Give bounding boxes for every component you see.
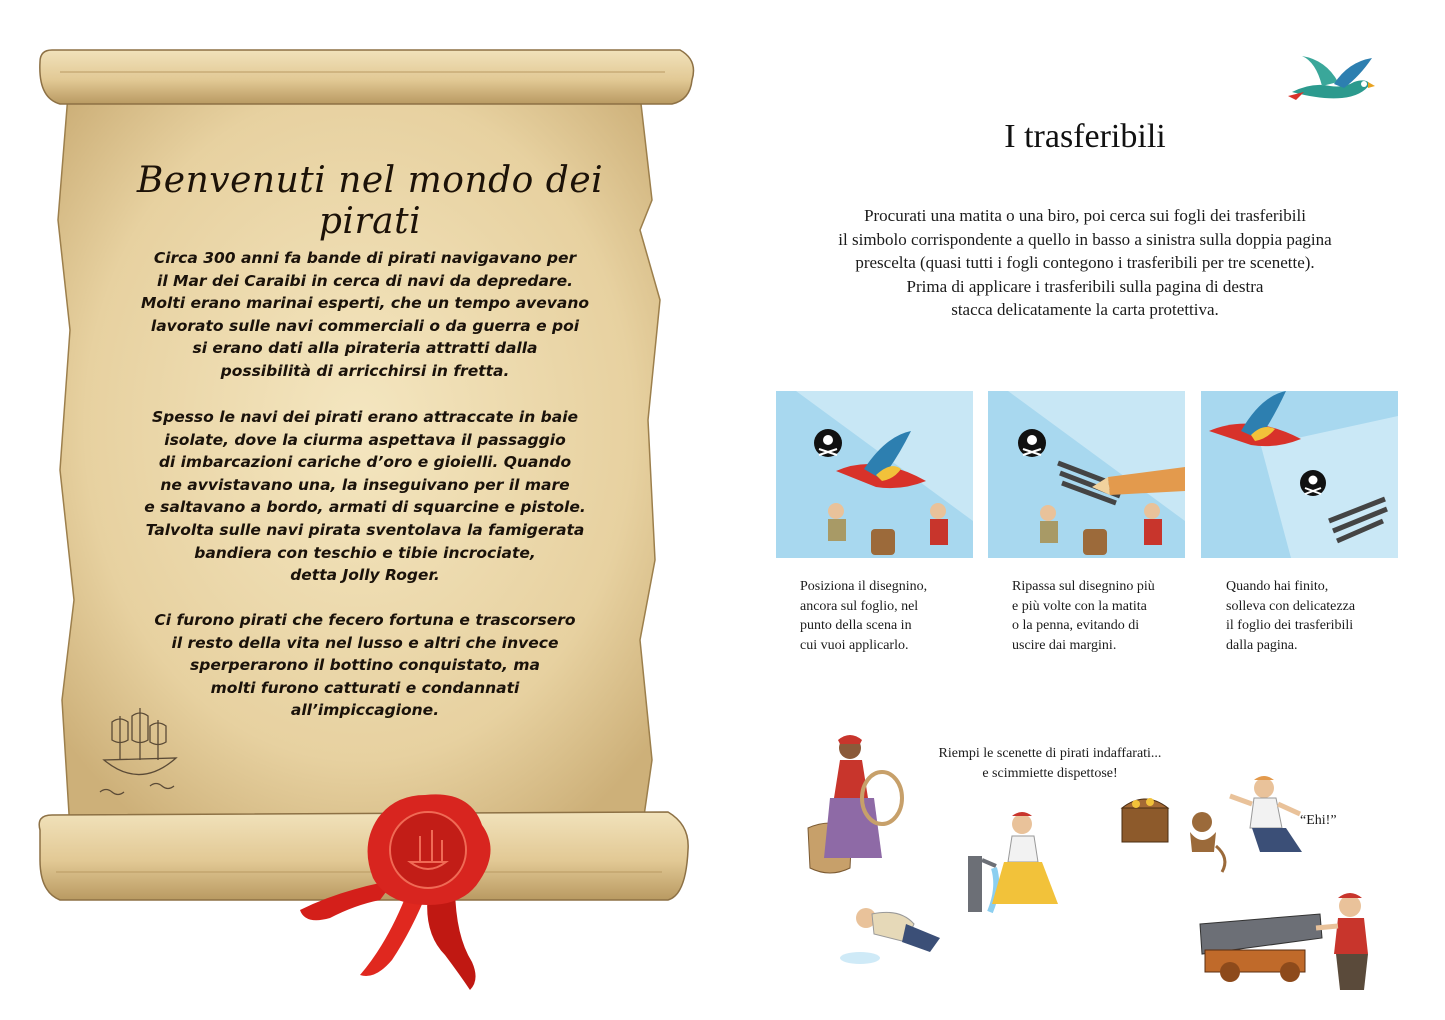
step-caption-2 <box>1012 577 1182 655</box>
text-line: Molti erano marinai esperti, che un tempo avevano <box>140 294 590 313</box>
text-line: Talvolta sulle navi pirata sventolava la famigerata <box>145 520 585 539</box>
text-line: e più volte con la matita <box>1012 598 1147 614</box>
scroll-paragraph-2 <box>110 406 620 587</box>
text-line: dalla pagina. <box>1226 637 1298 653</box>
intro-text <box>760 204 1410 322</box>
text-line: Circa 300 anni fa bande di pirati navigavano per <box>153 249 577 267</box>
skull-crossbones-icon <box>1300 470 1326 496</box>
text-line: sperperarono il bottino conquistato, ma <box>190 656 540 675</box>
pirate-scrubbing <box>840 908 940 964</box>
text-line: ancora sul foglio, nel <box>800 598 919 614</box>
text-line: detta Jolly Roger. <box>290 566 440 585</box>
text-line: ne avvistavano una, la inseguivano per il mare <box>160 475 570 494</box>
text-line: Riempi le scenette di pirati indaffarati... <box>938 746 1162 761</box>
step-caption-1 <box>800 577 970 655</box>
text-line: bandiera con teschio e tibie incrociate, <box>194 543 536 562</box>
step-panel-1 <box>776 391 973 558</box>
pirate-scene-illustration <box>790 728 1410 1000</box>
text-line: e scimmiette dispettose! <box>982 766 1118 781</box>
text-line: punto della scena in <box>800 618 912 633</box>
text-line: isolate, dove la ciurma aspettava il passaggio <box>164 430 566 449</box>
skull-crossbones-icon <box>1018 429 1046 457</box>
text-line: molti furono catturati e condannati <box>210 678 520 697</box>
pirate-with-rope <box>808 735 902 873</box>
scroll-paragraph-3 <box>110 609 620 722</box>
text-line: cui vuoi applicarlo. <box>800 637 909 653</box>
cannon <box>1200 914 1322 982</box>
text-line: Procurati una matita o una biro, poi cerca sui fogli dei trasferibili <box>864 206 1306 225</box>
scroll-title: Benvenuti nel mondo dei pirati <box>136 160 604 242</box>
text-line: si erano dati alla pirateria attratti dalla <box>192 339 538 358</box>
step-caption-3 <box>1226 577 1396 655</box>
text-line: all’impiccagione. <box>290 701 440 720</box>
step-panel-3 <box>1201 391 1398 558</box>
pirate-running <box>1230 776 1302 852</box>
text-line: Ci furono pirati che fecero fortuna e trascorsero <box>154 611 576 629</box>
text-line: Spesso le navi dei pirati erano attraccate in baie <box>151 408 579 426</box>
text-line: il Mar dei Caraibi in cerca di navi da depredare. <box>157 271 573 290</box>
text-line: Ripassa sul disegnino più <box>1012 579 1155 594</box>
wax-seal-icon <box>368 794 491 905</box>
treasure-chest <box>1122 798 1168 842</box>
text-line: solleva con delicatezza <box>1226 598 1356 614</box>
parrot-icon <box>1282 52 1377 107</box>
pirate-at-pump <box>968 812 1058 912</box>
text-line: Quando hai finito, <box>1226 579 1329 594</box>
step-panel-2 <box>988 391 1185 558</box>
text-line: il foglio dei trasferibili <box>1226 618 1354 633</box>
text-line: il simbolo corrispondente a quello in basso a sinistra sulla doppia pagina <box>838 229 1332 249</box>
monkey <box>1190 812 1225 872</box>
pirate-at-cannon <box>1316 893 1368 990</box>
text-line: Prima di applicare i trasferibili sulla pagina di destra <box>906 276 1264 296</box>
text-line: uscire dai margini. <box>1012 637 1117 653</box>
speech-text: “Ehi!” <box>1300 813 1337 828</box>
page-title: I trasferibili <box>1004 118 1166 155</box>
bottom-roll <box>39 812 688 900</box>
text-line: o la penna, evitando di <box>1012 618 1140 633</box>
skull-crossbones-icon <box>814 429 842 457</box>
text-line: prescelta (quasi tutti i fogli contegono i trasferibili per tre scenette). <box>855 253 1315 273</box>
text-line: e saltavano a bordo, armati di squarcine e pistole. <box>144 498 586 517</box>
text-line: Posiziona il disegnino, <box>800 579 928 594</box>
text-line: di imbarcazioni cariche d’oro e gioielli. Quando <box>158 453 572 472</box>
top-roll <box>40 50 694 104</box>
text-line: possibilità di arricchirsi in fretta. <box>220 361 510 380</box>
scroll-paragraph-1 <box>110 247 620 383</box>
text-line: il resto della vita nel lusso e altri che invece <box>171 633 559 652</box>
text-line: stacca delicatamente la carta protettiva. <box>951 300 1219 320</box>
text-line: lavorato sulle navi commerciali o da guerra e poi <box>150 316 580 335</box>
